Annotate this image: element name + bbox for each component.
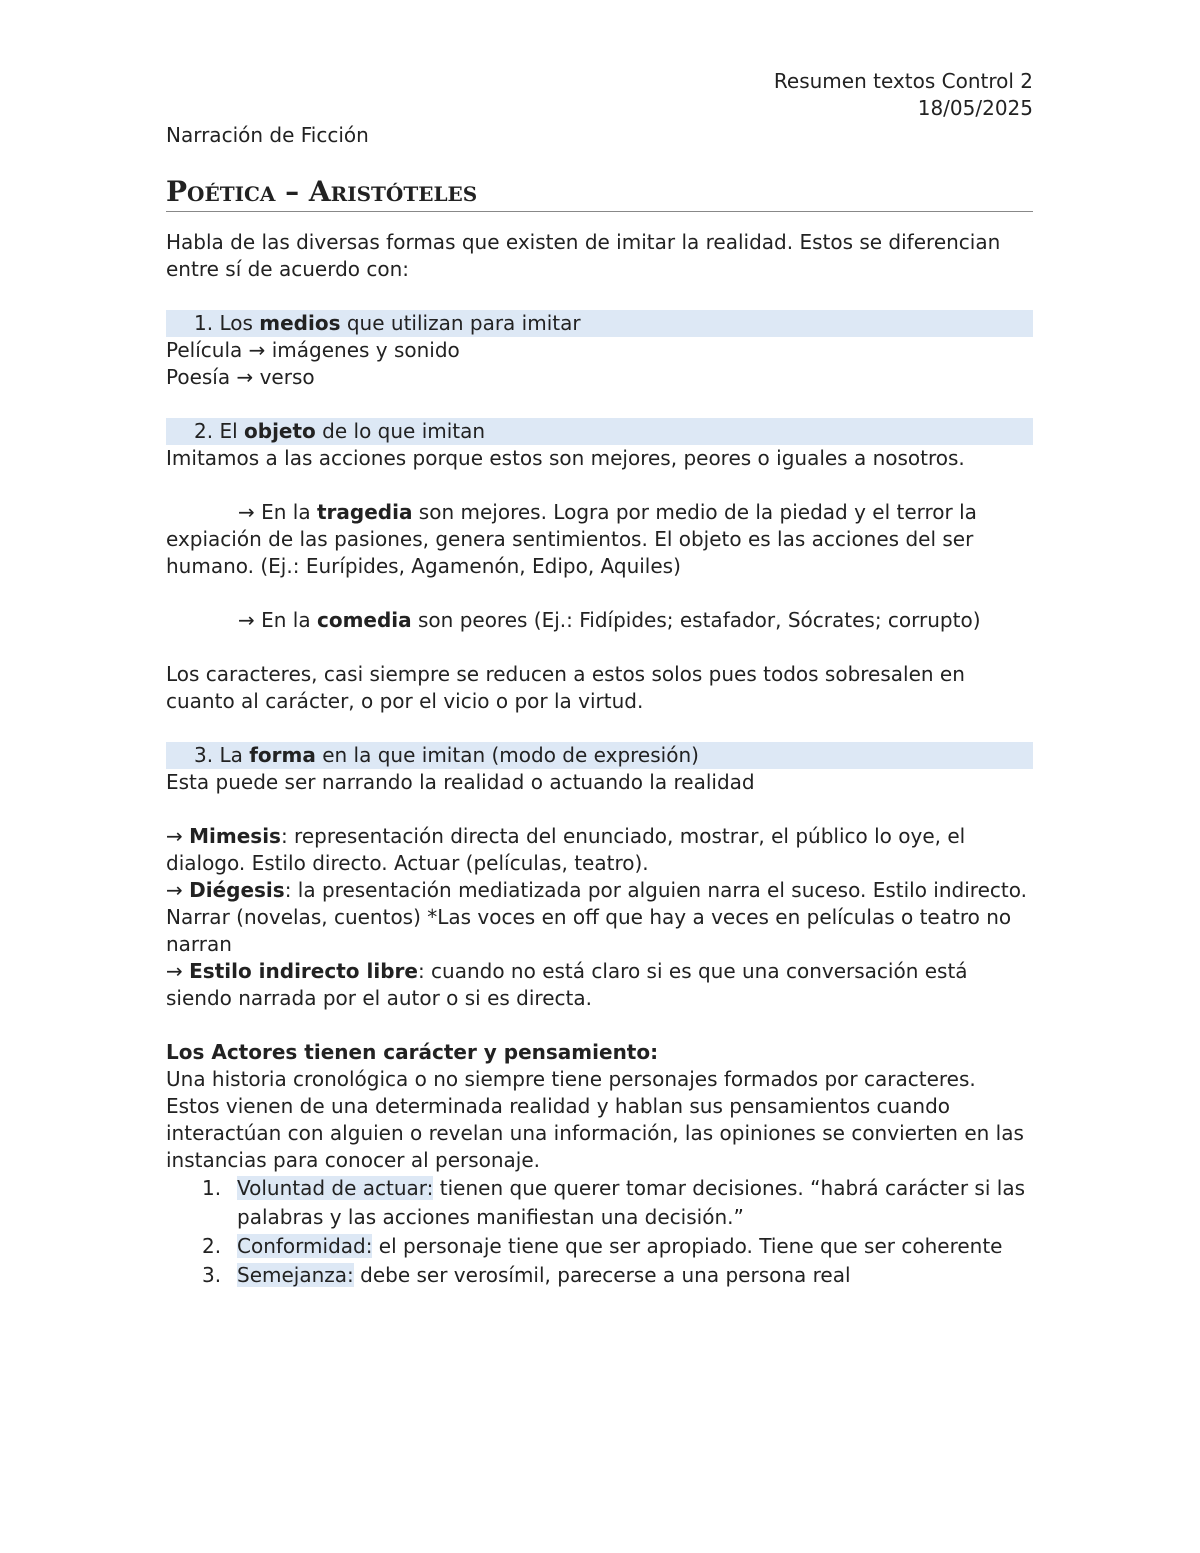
list-item-label: Conformidad: [237,1234,373,1258]
section-2-post: de lo que imitan [322,419,486,443]
doc-title: Resumen textos Control 2 [773,69,1033,93]
actores-heading-text: Los Actores tienen carácter y pensamiento: [166,1040,659,1064]
intro-paragraph: Habla de las diversas formas que existen de imitar la realidad. Estos se diferencian entre sí de acuerdo con: [166,230,1001,281]
section-3-post: en la que imitan (modo de expresión) [322,743,699,767]
doc-date: 18/05/2025 [917,96,1033,120]
list-item-text: el personaje tiene que ser apropiado. Tiene que ser coherente [372,1234,1003,1258]
tragedia-paragraph [166,499,1033,580]
tragedia-pre: → En la [238,500,311,524]
mimesis-text: : representación directa del enunciado, mostrar, el público lo oye, el dialogo. Estilo directo. Actuar (películas, teatro). [166,824,966,875]
list-item [166,1174,1033,1232]
list-item-number: 2. [202,1234,222,1258]
section-2-pre: El [219,419,238,443]
comedia-keyword: comedia [316,608,412,632]
section-3-number: 3. [194,743,214,767]
section-1-number: 1. [194,311,214,335]
list-item-text: debe ser verosímil, parecerse a una persona real [353,1263,851,1287]
list-item-label: Semejanza: [237,1263,354,1287]
section-3-keyword: forma [249,743,316,767]
mimesis-keyword: Mimesis [189,824,281,848]
section-2-number: 2. [194,419,214,443]
actores-list [166,1174,1033,1290]
list-item-label: Voluntad de actuar: [237,1176,434,1200]
list-item-number: 1. [202,1176,222,1200]
section-1-line-2: Poesía → verso [166,365,315,389]
comedia-paragraph [166,607,1033,634]
estilo-indirecto-text: : cuando no está claro si es que una conversación está siendo narrada por el autor o si es directa. [166,959,968,1010]
diegesis-keyword: Diégesis [189,878,285,902]
section-2-keyword: objeto [244,419,316,443]
diegesis-arrow: → [166,878,183,902]
list-item [166,1261,1033,1290]
estilo-indirecto-keyword: Estilo indirecto libre [189,959,418,983]
tragedia-keyword: tragedia [316,500,413,524]
page-title: Poética – Aristóteles [166,175,1033,212]
diegesis-paragraph [166,877,1033,958]
comedia-pre: → En la [238,608,311,632]
list-item-number: 3. [202,1263,222,1287]
comedia-post: son peores (Ej.: Fidípides; estafador, Sócrates; corrupto) [418,608,981,632]
actores-heading [166,1039,1033,1066]
section-1-line-1: Película → imágenes y sonido [166,338,460,362]
diegesis-text: : la presentación mediatizada por alguien narra el suceso. Estilo indirecto. Narrar (novelas, cuentos) *Las voces en off que hay a veces en películas o teatro no narran [166,878,1027,956]
estilo-indirecto-arrow: → [166,959,183,983]
list-item [166,1232,1033,1261]
mimesis-paragraph [166,823,1033,877]
section-3-line-1: Esta puede ser narrando la realidad o actuando la realidad [166,770,755,794]
section-3-heading [166,742,1033,769]
document-body [166,68,1033,1290]
list-item-text: tienen que querer tomar decisiones. “habrá carácter si las palabras y las acciones manifiestan una decisión.” [237,1176,1025,1229]
estilo-indirecto-paragraph [166,958,1033,1012]
section-1-post: que utilizan para imitar [346,311,581,335]
actores-body: Una historia cronológica o no siempre tiene personajes formados por caracteres. Estos vienen de una determinada realidad y hablan sus pensamientos cuando interactúan con alguien o revelan una información, las opiniones se convierten en las instancias para conocer al personaje. [166,1067,1024,1172]
doc-subject: Narración de Ficción [166,123,369,147]
mimesis-arrow: → [166,824,183,848]
section-1-pre: Los [219,311,253,335]
section-3-pre: La [219,743,243,767]
tragedia-post: son mejores. Logra por medio de la piedad y el terror la expiación de las pasiones, genera sentimientos. El objeto es las acciones del ser humano. (Ej.: Eurípides, Agamenón, Edipo, Aquiles) [166,500,977,578]
section-1-heading [166,310,1033,337]
section-1-keyword: medios [259,311,341,335]
section-2-line-1: Imitamos a las acciones porque estos son mejores, peores o iguales a nosotros. [166,446,965,470]
section-2-heading [166,418,1033,445]
caracteres-paragraph: Los caracteres, casi siempre se reducen a estos solos pues todos sobresalen en cuanto al carácter, o por el vicio o por la virtud. [166,662,965,713]
